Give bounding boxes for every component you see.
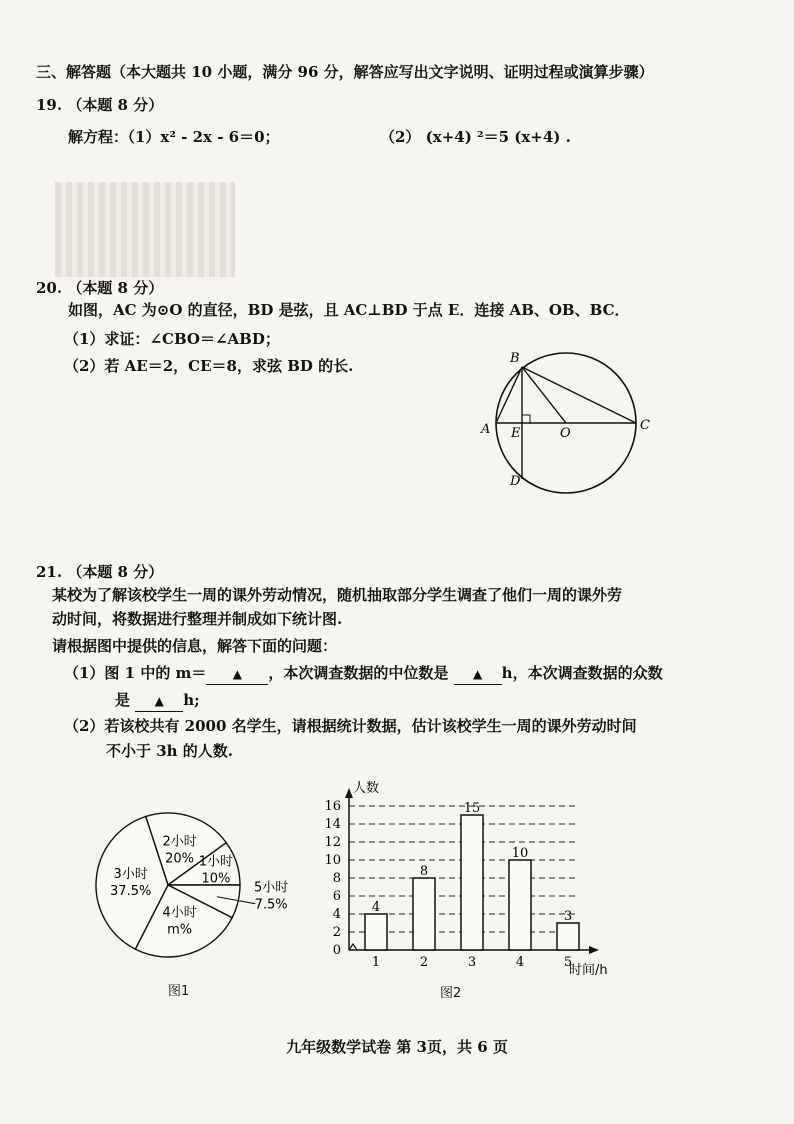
label-a: A bbox=[481, 422, 491, 437]
q21-part1-e: h; bbox=[183, 691, 200, 709]
y-tick-label: 6 bbox=[332, 889, 341, 904]
bar bbox=[509, 860, 531, 950]
bar-value-label: 3 bbox=[563, 909, 573, 924]
x-tick-label: 2 bbox=[419, 955, 429, 970]
q21-part1-a: （1）图 1 中的 m＝ bbox=[64, 664, 207, 682]
pie-slice-label: 3小时 bbox=[113, 867, 148, 883]
bar bbox=[461, 815, 483, 950]
q20-part2: （2）若 AE＝2，CE＝8，求弦 BD 的长. bbox=[64, 357, 354, 375]
q20-title: 20. （本题 8 分） bbox=[36, 279, 164, 297]
q21-part1-line1 bbox=[64, 663, 663, 685]
q21-part2-line2: 不小于 3h 的人数. bbox=[106, 742, 234, 760]
q21-part1-c: h，本次调查数据的众数 bbox=[501, 664, 663, 682]
pie-slice-percent: 20% bbox=[165, 851, 195, 867]
page-footer: 九年级数学试卷 第 3页，共 6 页 bbox=[286, 1038, 508, 1056]
pie-slice-label: 2小时 bbox=[162, 834, 197, 850]
q19-part2: （2） (x+4) ²＝5 (x+4) . bbox=[380, 128, 571, 146]
label-o: O bbox=[560, 426, 571, 441]
bar-value-label: 4 bbox=[371, 900, 381, 915]
q20-intro: 如图，AC 为⊙O 的直径，BD 是弦，且 AC⊥BD 于点 E．连接 AB、OB、BC． bbox=[68, 301, 630, 319]
label-d: D bbox=[510, 474, 521, 489]
axis-break bbox=[349, 944, 357, 950]
bar bbox=[557, 923, 579, 950]
q21-part1-d: 是 bbox=[115, 691, 131, 709]
right-angle-mark bbox=[522, 415, 530, 423]
section-header: 三、解答题（本大题共 10 小题，满分 96 分，解答应写出文字说明、证明过程或演算步骤） bbox=[36, 63, 654, 81]
y-tick-label: 12 bbox=[324, 835, 341, 850]
y-axis-label: 人数 bbox=[353, 781, 380, 796]
blank-mark: ▲ bbox=[232, 667, 243, 681]
y-tick-label: 2 bbox=[332, 925, 341, 940]
bar-caption: 图2 bbox=[440, 986, 462, 1001]
bar-value-label: 10 bbox=[511, 846, 529, 861]
bar-value-label: 8 bbox=[419, 864, 429, 879]
pie-slice-label: 1小时 bbox=[198, 854, 234, 870]
x-tick-label: 3 bbox=[467, 955, 477, 970]
blank-mark: ▲ bbox=[154, 694, 164, 708]
label-b: B bbox=[510, 351, 520, 366]
q20-part1: （1）求证：∠CBO＝∠ABD； bbox=[64, 330, 280, 348]
label-e: E bbox=[511, 426, 521, 441]
circle-geometry-figure bbox=[470, 345, 670, 495]
bar-value-label: 15 bbox=[463, 801, 481, 816]
pie-caption: 图1 bbox=[168, 984, 190, 999]
pie-slice-label: 5小时 bbox=[253, 880, 289, 896]
bleed-through-smudge bbox=[55, 182, 235, 277]
q19-part1: （1）x² - 2x - 6＝0； bbox=[120, 128, 280, 146]
q21-intro-line2: 动时间，将数据进行整理并制成如下统计图. bbox=[52, 610, 343, 628]
pie-slice-percent: 37.5% bbox=[110, 884, 152, 900]
pie-chart-fig1 bbox=[90, 800, 300, 970]
y-tick-label: 4 bbox=[332, 907, 341, 922]
q21-part2-line1: （2）若该校共有 2000 名学生，请根据统计数据，估计该校学生一周的课外劳动时间 bbox=[64, 717, 637, 735]
blank-mark: ▲ bbox=[473, 667, 483, 681]
mode-answer-blank bbox=[135, 690, 183, 712]
segment-ab bbox=[496, 367, 522, 423]
q19-prompt: 解方程： bbox=[68, 128, 129, 146]
pie-slice-percent: 10% bbox=[201, 871, 231, 887]
q19-title: 19. （本题 8 分） bbox=[36, 96, 164, 114]
bar-chart-fig2 bbox=[305, 778, 645, 978]
y-tick-label: 14 bbox=[324, 817, 341, 832]
x-tick-label: 5 bbox=[563, 955, 573, 970]
pie-slice-percent: 7.5% bbox=[254, 897, 288, 913]
q21-intro-line1: 某校为了解该校学生一周的课外劳动情况，随机抽取部分学生调查了他们一周的课外劳 bbox=[52, 586, 623, 604]
q21-title: 21. （本题 8 分） bbox=[36, 563, 164, 581]
x-tick-label: 4 bbox=[515, 955, 525, 970]
x-tick-label: 1 bbox=[371, 955, 381, 970]
q21-part1-line2 bbox=[115, 690, 200, 712]
y-axis-arrow bbox=[345, 788, 353, 798]
label-c: C bbox=[640, 418, 650, 433]
y-tick-label: 8 bbox=[332, 871, 341, 886]
pie-slice-label: 4小时 bbox=[162, 905, 197, 921]
q21-instruction: 请根据图中提供的信息，解答下面的问题： bbox=[52, 637, 338, 655]
q21-part1-b: ，本次调查数据的中位数是 bbox=[268, 664, 449, 682]
bar bbox=[365, 914, 387, 950]
segment-bc bbox=[522, 367, 636, 423]
y-tick-label: 0 bbox=[332, 943, 341, 958]
m-answer-blank bbox=[206, 663, 268, 685]
y-tick-label: 10 bbox=[324, 853, 341, 868]
median-answer-blank bbox=[454, 663, 502, 685]
x-axis-label: 时间/h bbox=[569, 963, 608, 978]
y-tick-label: 16 bbox=[324, 799, 341, 814]
bar bbox=[413, 878, 435, 950]
pie-slice-percent: m% bbox=[167, 922, 193, 938]
x-axis-arrow bbox=[589, 946, 599, 954]
